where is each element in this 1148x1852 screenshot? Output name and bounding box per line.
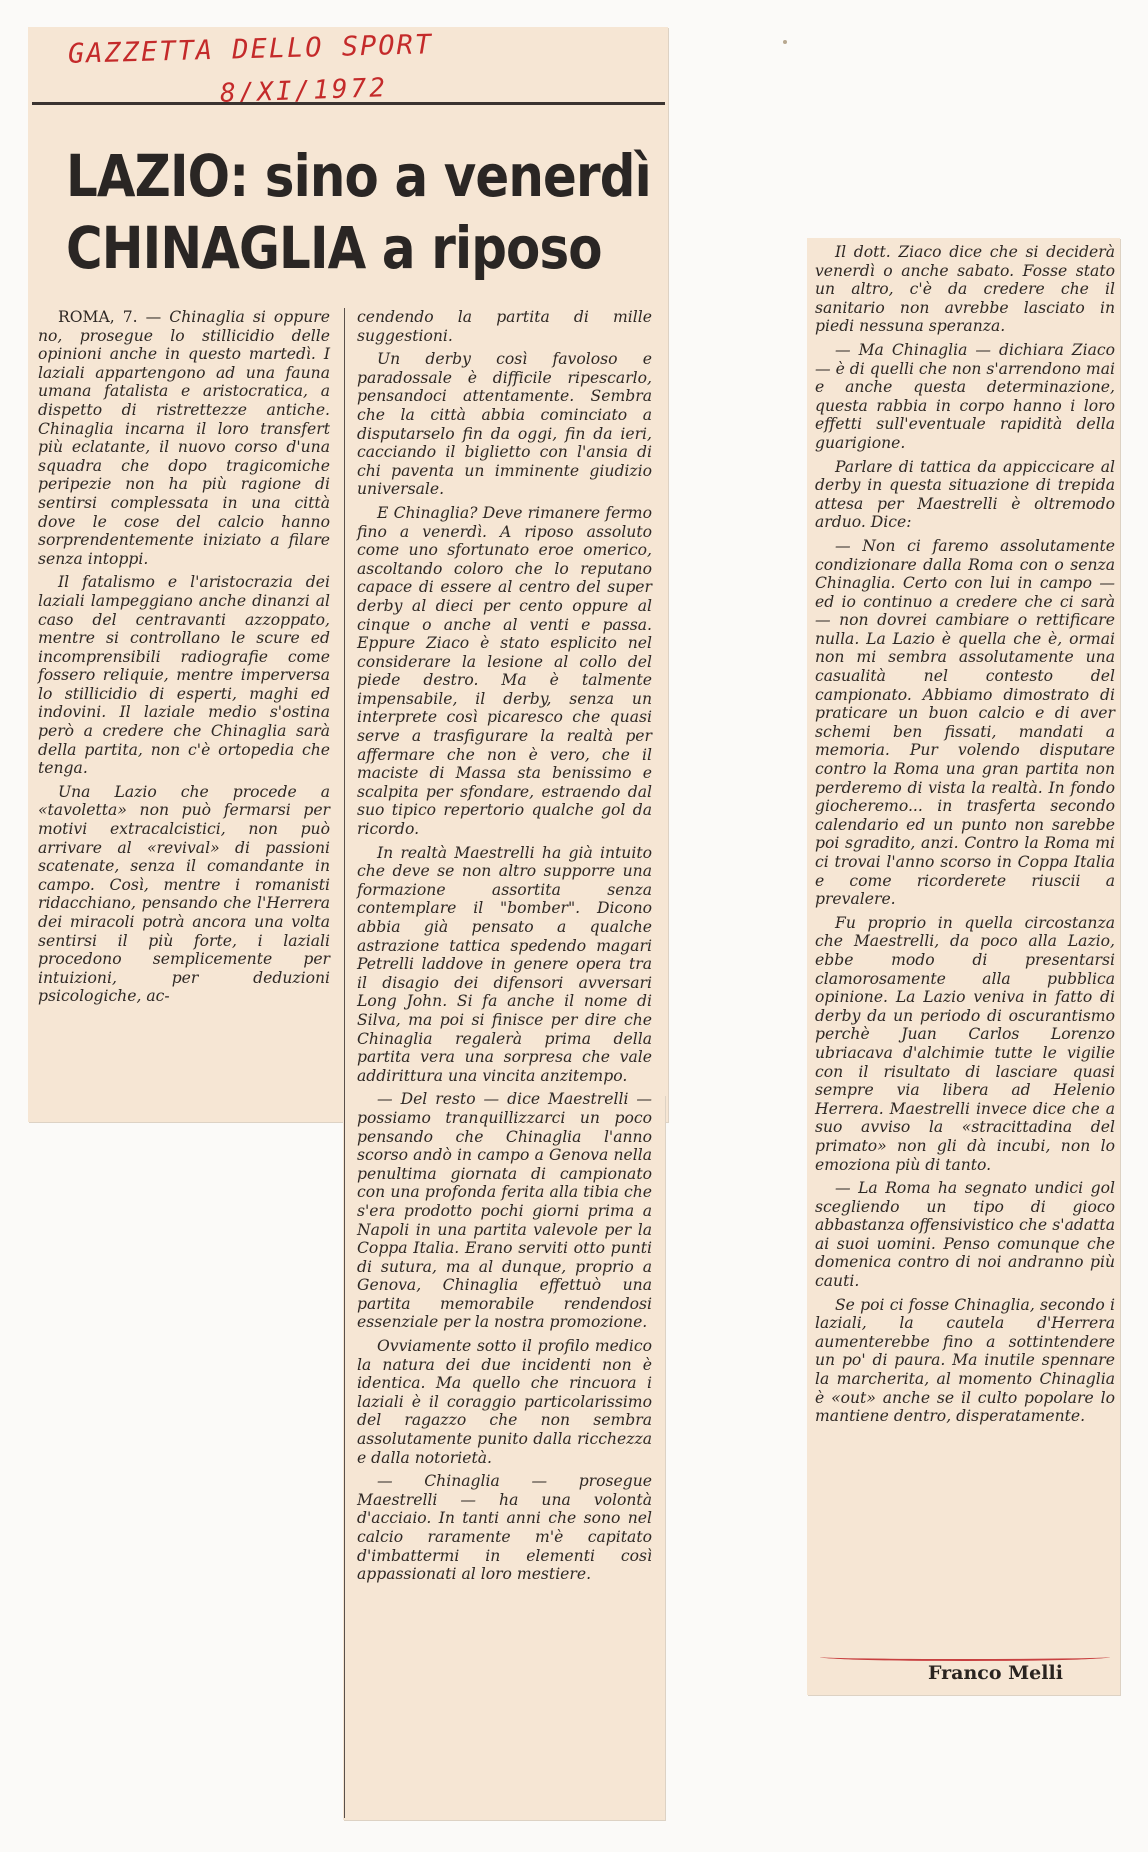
red-pen-underline	[820, 1653, 1110, 1661]
paragraph: In realtà Maestrelli ha già intuito che deve se non altro supporre una formazione assortita senza contemplare il "bomber". Dicono abbia già pensato a qualche astrazione tattica spedendo magari Petrelli laddove in genere opera tra il disagio dei difensori avversari Long John. Si fa anche il nome di Silva, ma poi si finisce per dire che Chinaglia regalerà prima della partita vera una sorpresa che vale addirittura una vincita anzitempo.	[357, 843, 652, 1085]
paragraph: — La Roma ha segnato undici gol scegliendo un tipo di gioco abbastanza offensivistico che s'adatta ai suoi uomini. Penso comunque che domenica contro di noi andranno più cauti.	[815, 1179, 1115, 1291]
paragraph: Se poi ci fosse Chinaglia, secondo i laziali, la cautela d'Herrera aumenterebbe fino a sottintendere un po' di paura. Ma inutile spennare la marcherita, al momento Chinaglia è «out» anche se il culto popolare lo mantiene dentro, disperatamente.	[815, 1295, 1115, 1426]
handwritten-newspaper-name: GAZZETTA DELLO SPORT	[67, 29, 434, 70]
header-rule	[32, 102, 665, 105]
dateline: ROMA, 7. —	[58, 308, 162, 326]
paragraph: cendendo la partita di mille suggestioni.	[357, 308, 652, 345]
paragraph: Un derby così favoloso e paradossale è difficile ripescarlo, pensandoci attentamente. Sembra che la città abbia cominciato a disputarselo fin da oggi, fin da ieri, cacciando il biglietto con l'ansia di chi paventa un imminente giudizio universale.	[357, 350, 652, 499]
headline-line2: CHINAGLIA a riposo	[66, 214, 602, 282]
paragraph: — Non ci faremo assolutamente condizionare dalla Roma con o senza Chinaglia. Certo con lui in campo — ed io continuo a credere che ci sarà — non dovrei cambiare o rettificare nulla. La Lazio è quella che è, ormai non mi sembra assolutamente una casualità nel contesto del campionato. Abbiamo dimostrato di praticare un buon calcio e di aver schemi ben fissati, mandati a memoria. Pur volendo disputare contro la Roma una gran partita non perderemo di vista la realtà. In fondo giocheremo... in trasferta secondo calendario ed un punto non sarebbe poi sgradito, anzi. Contro la Roma mi ci trovai l'anno scorso in Coppa Italia e come ricorderete riuscii a prevalere.	[815, 536, 1115, 909]
paragraph: — Del resto — dice Maestrelli — possiamo tranquillizzarci un poco pensando che Chinaglia l'anno scorso andò in campo a Genova nella penultima giornata di campionato con una profonda ferita alla tibia che s'era prodotto pochi giorni prima a Napoli in una partita valevole per la Coppa Italia. Erano serviti otto punti di sutura, ma al dunque, proprio a Genova, Chinaglia effettuò una partita memorabile rendendosi essenziale per la nostra promozione.	[357, 1090, 652, 1332]
handwritten-date: 8/XI/1972	[219, 73, 389, 109]
paragraph-text: Chinaglia si oppure no, prosegue lo stillicidio delle opinioni anche in questo martedì. I laziali appartengono ad una fauna umana fatalista e aristocratica, a dispetto di ristrettezze antiche. Chinaglia incarna il loro transfert più eclatante, il nuovo corso d'una squadra che dopo tragicomiche peripezie non ha più ragione di sentirsi complessata in una città dove le cose del calcio hanno sorprendentemente iniziato a filare senza intoppi.	[38, 308, 330, 568]
paragraph: Una Lazio che procede a «tavoletta» non può fermarsi per motivi extracalcistici, non può arrivare al «revival» di passioni scatenate, senza il comandante in campo. Così, mentre i romanisti ridacchiano, pensando che l'Herrera dei miracoli potrà ancora una volta sentirsi il più forte, i laziali procedono semplicemente per intuizioni, per deduzioni psicologiche, ac-	[38, 782, 330, 1006]
paragraph: Ovviamente sotto il profilo medico la natura dei due incidenti non è identica. Ma quello che rincuora i laziali è il coraggio particolarissimo del ragazzo che non sembra assolutamente punito dalla ricchezza e dalla notorietà.	[357, 1337, 652, 1467]
article-column-1	[38, 308, 330, 1011]
headline	[66, 140, 651, 284]
paragraph: Fu proprio in quella circostanza che Maestrelli, da poco alla Lazio, ebbe modo di presentarsi clamorosamente alla pubblica opinione. La Lazio veniva in fatto di derby da un periodo di oscurantismo perchè Juan Carlos Lorenzo ubriacava d'alchimie tutte le vigilie con il risultato di lasciare quasi sempre via libera ad Helenio Herrera. Maestrelli invece dice che a suo avviso la «stracittadina del primato» non gli dà incubi, non lo emoziona più di tanto.	[815, 913, 1115, 1174]
paragraph: Parlare di tattica da appiccicare al derby in questa situazione di trepida attesa per Maestrelli è oltremodo arduo. Dice:	[815, 457, 1115, 532]
paragraph	[38, 308, 330, 568]
headline-line1: LAZIO: sino a venerdì	[66, 142, 651, 210]
column-divider	[344, 308, 345, 1818]
paragraph: — Ma Chinaglia — dichiara Ziaco — è di quelli che non s'arrendono mai e anche questa determinazione, questa rabbia in corpo hanno i loro effetti sull'eventuale rapidità della guarigione.	[815, 340, 1115, 452]
paragraph: Il dott. Ziaco dice che si deciderà venerdì o anche sabato. Fosse stato un altro, c'è da credere che il sanitario non avrebbe lasciato in piedi nessuna speranza.	[815, 243, 1115, 336]
paragraph: Il fatalismo e l'aristocrazia dei laziali lampeggiano anche dinanzi al caso del centravanti azzoppato, mentre si controllano le scure ed incomprensibili radiografie come fossero reliquie, mentre imperversa lo stillicidio di esperti, maghi ed indovini. Il laziale medio s'ostina però a credere che Chinaglia sarà della partita, non c'è ortopedia che tenga.	[38, 573, 330, 778]
paragraph: E Chinaglia? Deve rimanere fermo fino a venerdì. A riposo assoluto come uno sfortunato eroe omerico, ascoltando coloro che lo reputano capace di essere al centro del super derby al dieci per cento oppure al cinque o anche al venti e passa. Eppure Ziaco è stato esplicito nel considerare la lesione al collo del piede destro. Ma è talmente impensabile, il derby, senza un interprete così picaresco che quasi serve a trasfigurare la realtà per affermare che non è vero, che il maciste di Massa sta benissimo e scalpita per sfondare, estraendo dal suo tipico repertorio qualche gol da ricordo.	[357, 503, 652, 839]
article-column-3	[815, 243, 1115, 1431]
article-column-2	[357, 308, 652, 1589]
paragraph: — Chinaglia — prosegue Maestrelli — ha una volontà d'acciaio. In tanti anni che sono nel calcio raramente m'è capitato d'imbattermi in elementi così appassionati al loro mestiere.	[357, 1472, 652, 1584]
paper-speck	[783, 40, 787, 44]
byline: Franco Melli	[928, 1662, 1063, 1684]
